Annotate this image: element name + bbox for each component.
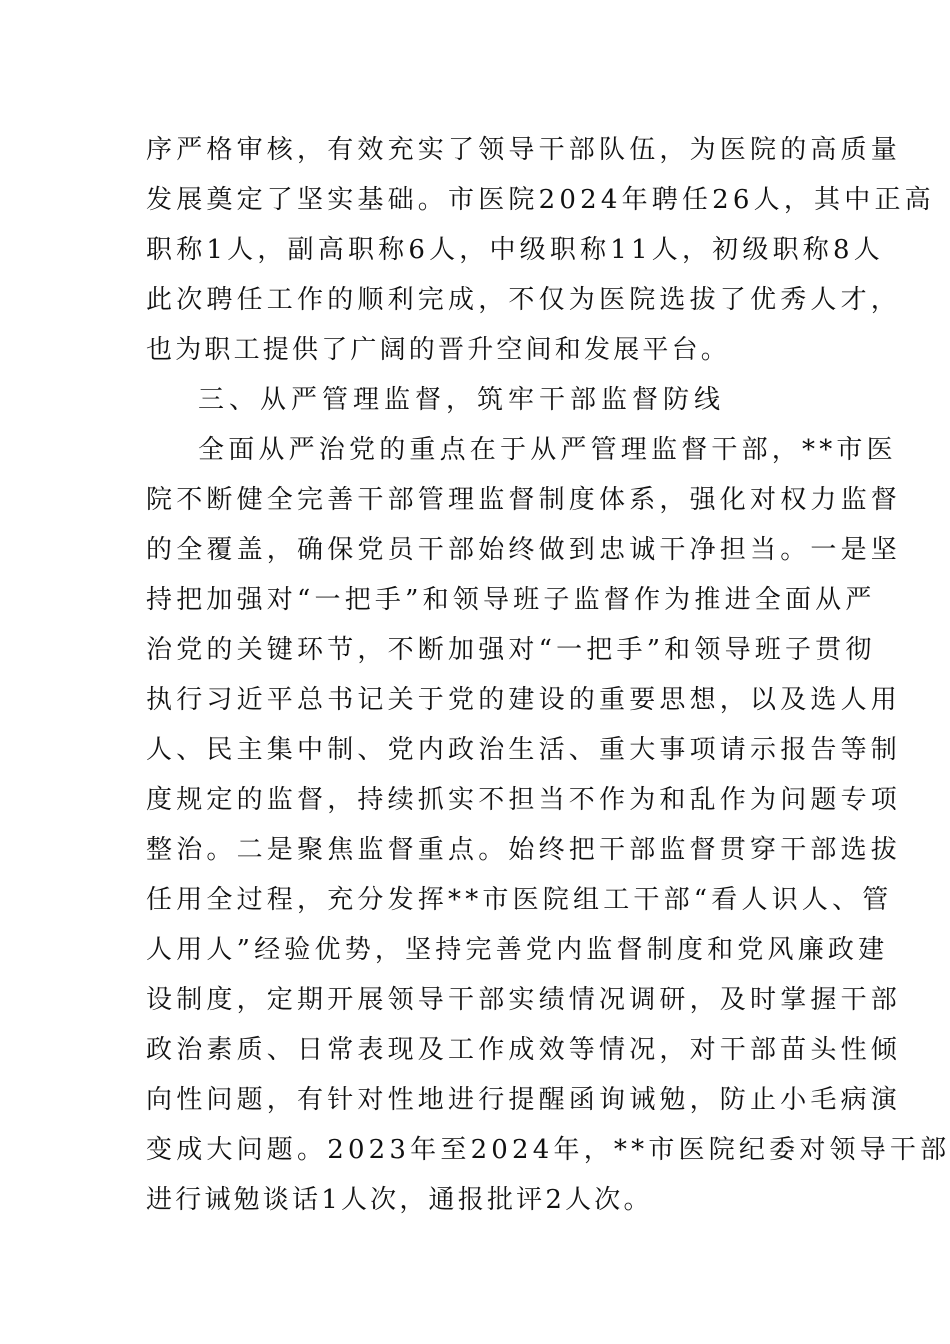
paragraph-line: 的全覆盖，确保党员干部始终做到忠诚干净担当。一是坚 bbox=[146, 535, 902, 565]
paragraph-line: 全面从严治党的重点在于从严管理监督干部，**市医 bbox=[198, 435, 897, 465]
paragraph-line: 整治。二是聚焦监督重点。始终把干部监督贯穿干部选拔 bbox=[146, 835, 902, 865]
paragraph-line: 向性问题，有针对性地进行提醒函询诫勉，防止小毛病演 bbox=[146, 1085, 902, 1115]
paragraph-line: 此次聘任工作的顺利完成，不仅为医院选拔了优秀人才， bbox=[146, 285, 902, 315]
paragraph-line: 职称1人，副高职称6人，中级职称11人，初级职称8人 bbox=[146, 235, 884, 265]
paragraph-line: 度规定的监督，持续抓实不担当不作为和乱作为问题专项 bbox=[146, 785, 902, 815]
paragraph-line: 也为职工提供了广阔的晋升空间和发展平台。 bbox=[146, 335, 731, 365]
paragraph-line: 变成大问题。2023年至2024年，**市医院纪委对领导干部 bbox=[146, 1135, 950, 1165]
paragraph-line: 发展奠定了坚实基础。市医院2024年聘任26人，其中正高 bbox=[146, 185, 935, 215]
paragraph-line: 序严格审核，有效充实了领导干部队伍，为医院的高质量 bbox=[146, 135, 902, 165]
paragraph-line: 政治素质、日常表现及工作成效等情况，对干部苗头性倾 bbox=[146, 1035, 902, 1065]
paragraph-line: 治党的关键环节，不断加强对“一把手”和领导班子贯彻 bbox=[146, 635, 876, 665]
paragraph-line: 设制度，定期开展领导干部实绩情况调研，及时掌握干部 bbox=[146, 985, 902, 1015]
paragraph-line: 人用人”经验优势，坚持完善党内监督制度和党风廉政建 bbox=[146, 935, 889, 965]
paragraph-line: 执行习近平总书记关于党的建设的重要思想，以及选人用 bbox=[146, 685, 902, 715]
paragraph-line: 任用全过程，充分发挥**市医院组工干部“看人识人、管 bbox=[146, 885, 893, 915]
paragraph-line: 持把加强对“一把手”和领导班子监督作为推进全面从严 bbox=[146, 585, 876, 615]
section-heading: 三、从严管理监督，筑牢干部监督防线 bbox=[198, 385, 726, 415]
paragraph-line: 院不断健全完善干部管理监督制度体系，强化对权力监督 bbox=[146, 485, 902, 515]
paragraph-line: 人、民主集中制、党内政治生活、重大事项请示报告等制 bbox=[146, 735, 902, 765]
paragraph-line: 进行诫勉谈话1人次，通报批评2人次。 bbox=[146, 1185, 653, 1215]
